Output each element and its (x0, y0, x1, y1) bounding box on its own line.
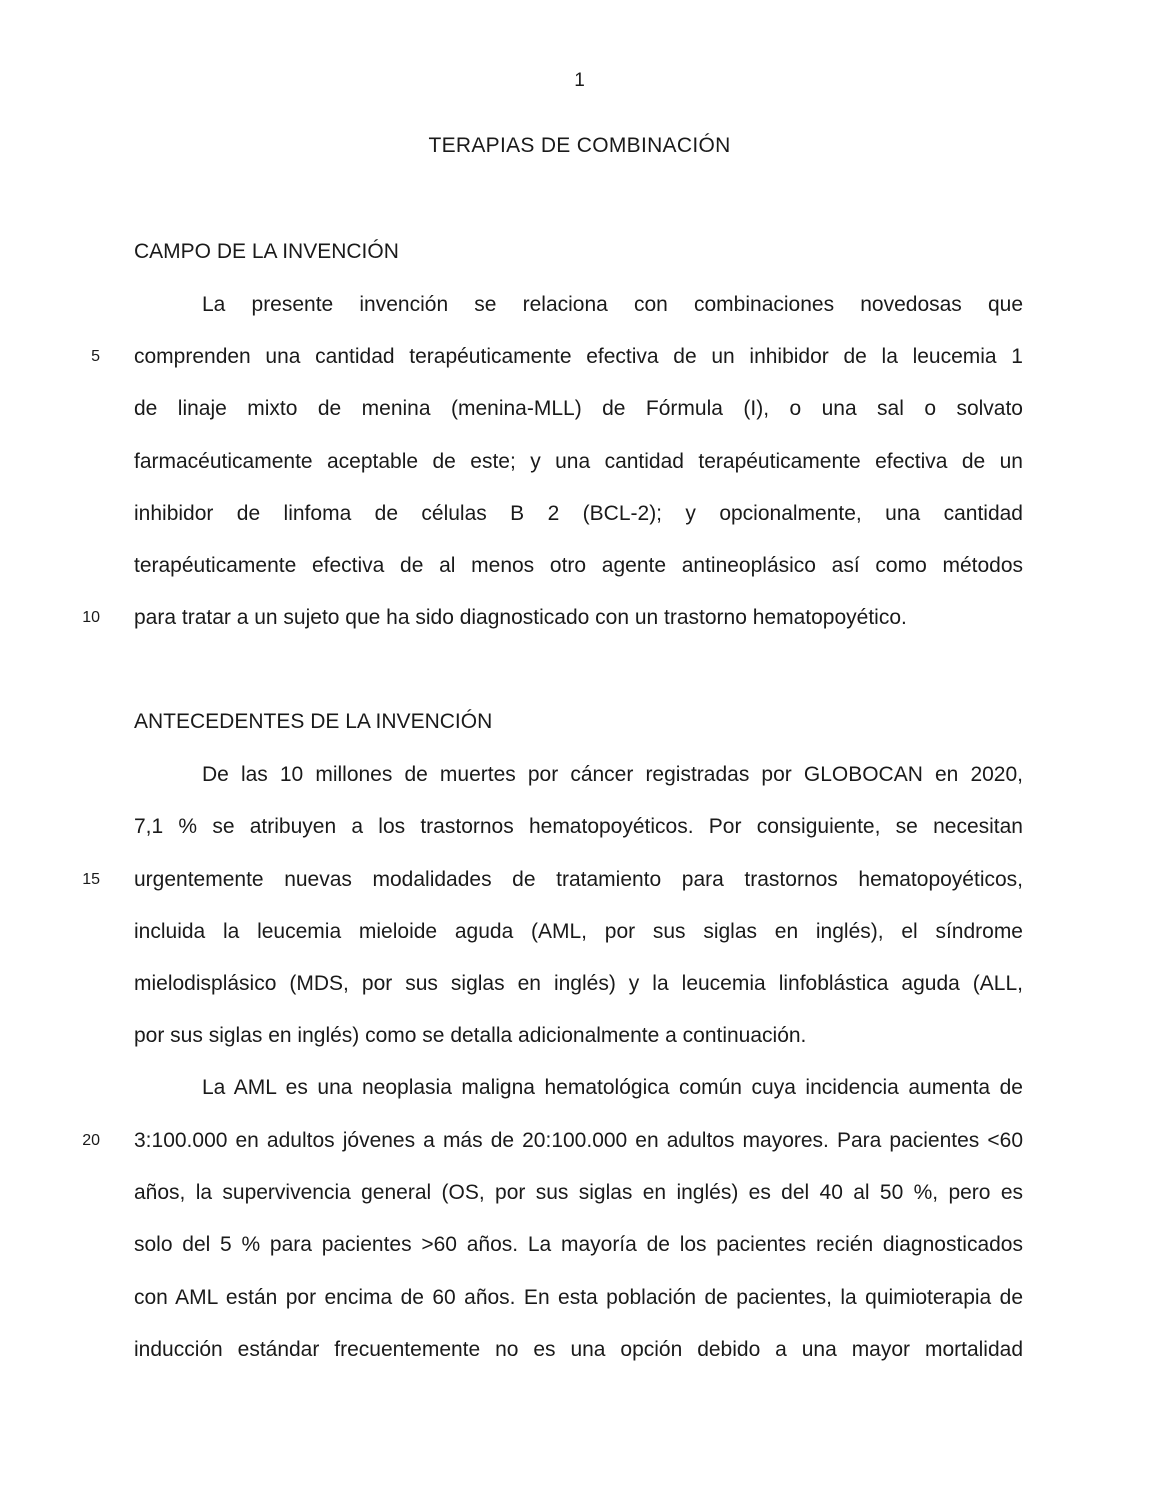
paragraph-line: terapéuticamente efectiva de al menos otro agente antineoplásico así como métodos (134, 554, 1023, 577)
paragraph-line: de linaje mixto de menina (menina-MLL) de Fórmula (I), o una sal o solvato (134, 397, 1023, 420)
document-title: TERAPIAS DE COMBINACIÓN (428, 134, 731, 157)
paragraph-line: con AML están por encima de 60 años. En esta población de pacientes, la quimioterapia de (134, 1286, 1023, 1309)
line-number: 20 (82, 1132, 100, 1149)
paragraph-line: farmacéuticamente aceptable de este; y una cantidad terapéuticamente efectiva de un (134, 450, 1023, 473)
paragraph-line: De las 10 millones de muertes por cáncer registradas por GLOBOCAN en 2020, (202, 763, 1023, 786)
paragraph-line: inhibidor de linfoma de células B 2 (BCL-2); y opcionalmente, una cantidad (134, 502, 1023, 525)
line-number: 10 (82, 609, 100, 626)
paragraph-line: inducción estándar frecuentemente no es una opción debido a una mayor mortalidad (134, 1338, 1023, 1361)
paragraph-line: urgentemente nuevas modalidades de tratamiento para trastornos hematopoyéticos, (134, 868, 1023, 891)
paragraph-line: comprenden una cantidad terapéuticamente efectiva de un inhibidor de la leucemia 1 (134, 345, 1023, 368)
paragraph-line: incluida la leucemia mieloide aguda (AML, por sus siglas en inglés), el síndrome (134, 920, 1023, 943)
paragraph-line: por sus siglas en inglés) como se detalla adicionalmente a continuación. (134, 1024, 807, 1047)
section-heading-field: CAMPO DE LA INVENCIÓN (134, 240, 399, 263)
paragraph-line: años, la supervivencia general (OS, por sus siglas en inglés) es del 40 al 50 %, pero es (134, 1181, 1023, 1204)
paragraph-line: La presente invención se relaciona con combinaciones novedosas que (202, 293, 1023, 316)
paragraph-line: La AML es una neoplasia maligna hematológica común cuya incidencia aumenta de (202, 1076, 1023, 1099)
line-number: 5 (91, 348, 100, 365)
paragraph-line: para tratar a un sujeto que ha sido diagnosticado con un trastorno hematopoyético. (134, 606, 907, 629)
page-number: 1 (574, 70, 585, 91)
section-heading-background: ANTECEDENTES DE LA INVENCIÓN (134, 710, 493, 733)
paragraph-line: mielodisplásico (MDS, por sus siglas en inglés) y la leucemia linfoblástica aguda (ALL, (134, 972, 1023, 995)
paragraph-line: solo del 5 % para pacientes >60 años. La mayoría de los pacientes recién diagnosticados (134, 1233, 1023, 1256)
paragraph-line: 3:100.000 en adultos jóvenes a más de 20:100.000 en adultos mayores. Para pacientes <60 (134, 1129, 1023, 1152)
line-number: 15 (82, 871, 100, 888)
paragraph-line: 7,1 % se atribuyen a los trastornos hematopoyéticos. Por consiguiente, se necesitan (134, 815, 1023, 838)
